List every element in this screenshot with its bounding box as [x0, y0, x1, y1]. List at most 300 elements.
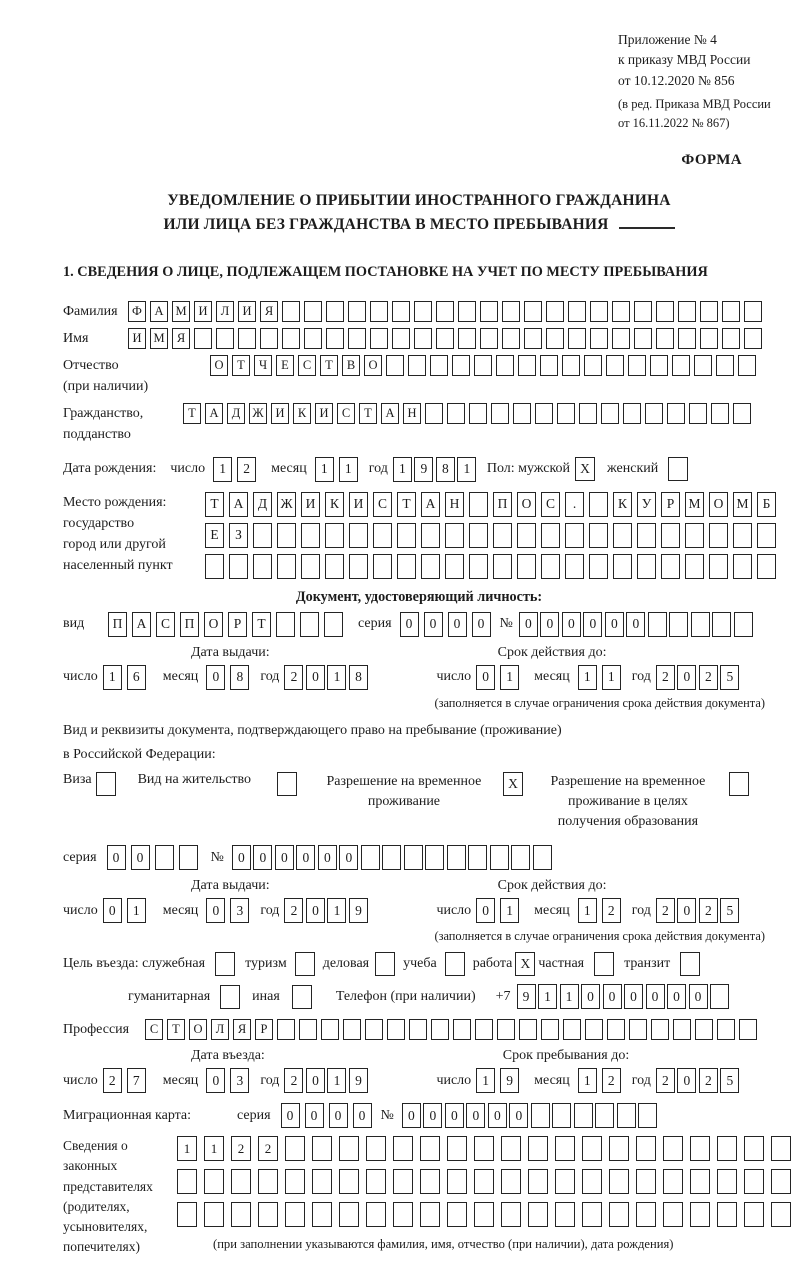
birthplace-cell[interactable] [445, 554, 464, 579]
mig-number-cell[interactable]: 0 [509, 1103, 528, 1128]
name-cell[interactable] [568, 328, 586, 349]
birthplace-cell[interactable] [277, 523, 296, 548]
citizenship-cell[interactable] [513, 403, 531, 424]
surname-cell[interactable]: И [194, 301, 212, 322]
birthplace-cell[interactable]: И [301, 492, 320, 517]
name-cell[interactable] [238, 328, 256, 349]
entry-year-cell[interactable]: 9 [349, 1068, 368, 1093]
name-cell[interactable] [656, 328, 674, 349]
stay-year-cell[interactable]: 0 [677, 1068, 696, 1093]
phone-cell[interactable]: 0 [667, 984, 686, 1009]
birthplace-cell[interactable] [373, 523, 392, 548]
surname-cell[interactable]: Я [260, 301, 278, 322]
permit-number-cell[interactable] [382, 845, 401, 870]
profession-cell[interactable] [717, 1019, 735, 1040]
citizenship-cell[interactable] [447, 403, 465, 424]
birthplace-cell[interactable] [757, 554, 776, 579]
doc-number-cell[interactable]: 0 [562, 612, 581, 637]
citizenship-cell[interactable]: Т [359, 403, 377, 424]
mig-series-cell[interactable]: 0 [353, 1103, 372, 1128]
permit-issue-month-cell[interactable]: 3 [230, 898, 249, 923]
profession-cell[interactable] [365, 1019, 383, 1040]
permit-number-cell[interactable] [511, 845, 530, 870]
doc-number-cell[interactable] [734, 612, 753, 637]
representative-cell[interactable] [231, 1202, 251, 1227]
birthplace-cell[interactable]: П [493, 492, 512, 517]
purpose-study-checkbox[interactable] [445, 952, 465, 976]
birthplace-cell[interactable] [253, 523, 272, 548]
name-cell[interactable] [436, 328, 454, 349]
profession-cell[interactable] [409, 1019, 427, 1040]
patronymic-cell[interactable]: Т [320, 355, 338, 376]
representative-cell[interactable] [312, 1136, 332, 1161]
doc-number-cell[interactable]: 0 [626, 612, 645, 637]
phone-cell[interactable]: 0 [603, 984, 622, 1009]
birthplace-cell[interactable] [469, 523, 488, 548]
mig-number-cell[interactable] [638, 1103, 657, 1128]
representative-cell[interactable] [717, 1202, 737, 1227]
permit-valid-month-cell[interactable]: 2 [602, 898, 621, 923]
citizenship-cell[interactable] [645, 403, 663, 424]
permit-number-cell[interactable]: 0 [318, 845, 337, 870]
profession-cell[interactable] [695, 1019, 713, 1040]
permit-number-cell[interactable]: 0 [296, 845, 315, 870]
birthplace-cell[interactable] [421, 554, 440, 579]
citizenship-cell[interactable] [601, 403, 619, 424]
representative-cell[interactable] [663, 1136, 683, 1161]
name-cell[interactable] [480, 328, 498, 349]
permit-issue-day-cell[interactable]: 1 [127, 898, 146, 923]
representative-cell[interactable] [339, 1202, 359, 1227]
birthplace-cell[interactable] [565, 523, 584, 548]
representative-cell[interactable] [420, 1169, 440, 1194]
permit-number-cell[interactable] [490, 845, 509, 870]
stay-year-cell[interactable]: 2 [699, 1068, 718, 1093]
name-cell[interactable] [700, 328, 718, 349]
study-cell[interactable] [445, 952, 465, 976]
doc-number-cell[interactable]: 0 [583, 612, 602, 637]
representative-cell[interactable] [771, 1202, 791, 1227]
mig-number-cell[interactable]: 0 [445, 1103, 464, 1128]
patronymic-cell[interactable] [408, 355, 426, 376]
birthplace-cell[interactable]: Т [205, 492, 224, 517]
birthplace-cell[interactable] [637, 523, 656, 548]
birthplace-cell[interactable]: С [373, 492, 392, 517]
representative-cell[interactable]: 2 [231, 1136, 251, 1161]
surname-cell[interactable]: Ф [128, 301, 146, 322]
mig-series-cell[interactable]: 0 [281, 1103, 300, 1128]
name-cell[interactable] [612, 328, 630, 349]
doc-valid-year-cell[interactable]: 0 [677, 665, 696, 690]
representative-cell[interactable] [285, 1136, 305, 1161]
permit-series-cell[interactable] [179, 845, 198, 870]
patronymic-cell[interactable]: Т [232, 355, 250, 376]
citizenship-cell[interactable] [733, 403, 751, 424]
doc-issue-day-cell[interactable]: 6 [127, 665, 146, 690]
temp-residence-edu-cell[interactable] [729, 772, 749, 796]
representative-cell[interactable] [447, 1169, 467, 1194]
surname-cell[interactable] [744, 301, 762, 322]
profession-cell[interactable]: Л [211, 1019, 229, 1040]
representative-cell[interactable] [501, 1202, 521, 1227]
permit-number-cell[interactable]: 0 [275, 845, 294, 870]
permit-series-cell[interactable] [155, 845, 174, 870]
sex-male-checkbox[interactable] [575, 457, 595, 481]
citizenship-cell[interactable]: Д [227, 403, 245, 424]
birthplace-cell[interactable] [469, 492, 488, 517]
entry-day-cell[interactable]: 7 [127, 1068, 146, 1093]
birth-year-cell[interactable]: 8 [436, 457, 455, 482]
name-cell[interactable] [502, 328, 520, 349]
surname-cell[interactable] [678, 301, 696, 322]
representative-cell[interactable] [663, 1169, 683, 1194]
representative-cell[interactable] [636, 1136, 656, 1161]
profession-cell[interactable] [629, 1019, 647, 1040]
phone-cell[interactable]: 0 [689, 984, 708, 1009]
permit-number-cell[interactable] [447, 845, 466, 870]
doc-kind-cell[interactable]: Р [228, 612, 247, 637]
doc-issue-month-cell[interactable]: 8 [230, 665, 249, 690]
representative-cell[interactable] [501, 1169, 521, 1194]
name-cell[interactable] [722, 328, 740, 349]
patronymic-cell[interactable] [584, 355, 602, 376]
surname-cell[interactable] [722, 301, 740, 322]
doc-kind-cell[interactable]: С [156, 612, 175, 637]
doc-number-cell[interactable]: 0 [605, 612, 624, 637]
birthplace-cell[interactable] [397, 523, 416, 548]
representative-cell[interactable] [609, 1136, 629, 1161]
permit-number-cell[interactable] [468, 845, 487, 870]
birthplace-cell[interactable]: К [325, 492, 344, 517]
doc-valid-year-cell[interactable]: 5 [720, 665, 739, 690]
name-cell[interactable] [194, 328, 212, 349]
birth-year-cell[interactable]: 1 [457, 457, 476, 482]
entry-month-cell[interactable]: 3 [230, 1068, 249, 1093]
surname-cell[interactable] [524, 301, 542, 322]
name-cell[interactable] [304, 328, 322, 349]
transit-cell[interactable] [680, 952, 700, 976]
profession-cell[interactable] [541, 1019, 559, 1040]
citizenship-cell[interactable]: С [337, 403, 355, 424]
birthplace-cell[interactable] [541, 554, 560, 579]
citizenship-cell[interactable]: И [271, 403, 289, 424]
name-cell[interactable]: М [150, 328, 168, 349]
phone-cell[interactable]: 0 [581, 984, 600, 1009]
surname-cell[interactable]: Л [216, 301, 234, 322]
birthplace-cell[interactable] [205, 554, 224, 579]
sex-female-cell[interactable] [668, 457, 688, 481]
birth-month-cell[interactable]: 1 [339, 457, 358, 482]
birthplace-cell[interactable] [613, 523, 632, 548]
doc-number-cell[interactable]: 0 [519, 612, 538, 637]
profession-cell[interactable] [453, 1019, 471, 1040]
birthplace-cell[interactable]: И [349, 492, 368, 517]
doc-issue-year-cell[interactable]: 1 [327, 665, 346, 690]
name-cell[interactable] [282, 328, 300, 349]
birthplace-cell[interactable]: З [229, 523, 248, 548]
doc-issue-day-cell[interactable]: 1 [103, 665, 122, 690]
permit-valid-year-cell[interactable]: 5 [720, 898, 739, 923]
surname-cell[interactable] [304, 301, 322, 322]
doc-kind-cell[interactable]: П [180, 612, 199, 637]
representative-cell[interactable] [474, 1136, 494, 1161]
birthplace-cell[interactable] [589, 554, 608, 579]
profession-cell[interactable] [519, 1019, 537, 1040]
name-cell[interactable] [414, 328, 432, 349]
representative-cell[interactable] [744, 1202, 764, 1227]
patronymic-cell[interactable] [496, 355, 514, 376]
birthplace-cell[interactable] [709, 523, 728, 548]
birthplace-cell[interactable]: Е [205, 523, 224, 548]
birthplace-cell[interactable] [661, 554, 680, 579]
representative-cell[interactable] [420, 1202, 440, 1227]
patronymic-cell[interactable] [430, 355, 448, 376]
citizenship-cell[interactable] [425, 403, 443, 424]
purpose-business-checkbox[interactable] [375, 952, 395, 976]
birth-year-cell[interactable]: 1 [393, 457, 412, 482]
representative-cell[interactable] [582, 1136, 602, 1161]
mig-number-cell[interactable]: 0 [488, 1103, 507, 1128]
citizenship-cell[interactable]: А [381, 403, 399, 424]
permit-issue-day-cell[interactable]: 0 [103, 898, 122, 923]
birthplace-cell[interactable]: Д [253, 492, 272, 517]
phone-cell[interactable]: 0 [624, 984, 643, 1009]
representative-cell[interactable] [555, 1202, 575, 1227]
surname-cell[interactable]: И [238, 301, 256, 322]
representative-cell[interactable] [528, 1136, 548, 1161]
doc-valid-year-cell[interactable]: 2 [699, 665, 718, 690]
birthplace-cell[interactable] [709, 554, 728, 579]
citizenship-cell[interactable] [491, 403, 509, 424]
birthplace-cell[interactable] [397, 554, 416, 579]
doc-series-cell[interactable]: 0 [448, 612, 467, 637]
sex-male-cell[interactable]: X [575, 457, 595, 481]
birthplace-cell[interactable]: М [685, 492, 704, 517]
patronymic-cell[interactable]: О [364, 355, 382, 376]
representative-cell[interactable] [447, 1136, 467, 1161]
doc-valid-day-cell[interactable]: 1 [500, 665, 519, 690]
birthplace-cell[interactable] [325, 523, 344, 548]
mig-number-cell[interactable] [531, 1103, 550, 1128]
permit-number-cell[interactable]: 0 [232, 845, 251, 870]
representative-cell[interactable] [177, 1202, 197, 1227]
mig-number-cell[interactable] [617, 1103, 636, 1128]
representative-cell[interactable] [366, 1136, 386, 1161]
patronymic-cell[interactable] [716, 355, 734, 376]
birthplace-cell[interactable] [349, 554, 368, 579]
representative-cell[interactable] [771, 1169, 791, 1194]
citizenship-cell[interactable] [579, 403, 597, 424]
birth-day-cell[interactable]: 1 [213, 457, 232, 482]
phone-cell[interactable] [710, 984, 729, 1009]
birthplace-cell[interactable] [445, 523, 464, 548]
representative-cell[interactable] [420, 1136, 440, 1161]
patronymic-cell[interactable]: О [210, 355, 228, 376]
doc-series-cell[interactable]: 0 [424, 612, 443, 637]
birth-year-cell[interactable]: 9 [414, 457, 433, 482]
official-cell[interactable] [215, 952, 235, 976]
surname-cell[interactable] [546, 301, 564, 322]
representative-cell[interactable] [501, 1136, 521, 1161]
citizenship-cell[interactable] [667, 403, 685, 424]
patronymic-cell[interactable] [474, 355, 492, 376]
doc-number-cell[interactable]: 0 [540, 612, 559, 637]
patronymic-cell[interactable] [606, 355, 624, 376]
name-cell[interactable] [392, 328, 410, 349]
profession-cell[interactable]: С [145, 1019, 163, 1040]
citizenship-cell[interactable]: А [205, 403, 223, 424]
birthplace-cell[interactable] [349, 523, 368, 548]
surname-cell[interactable]: А [150, 301, 168, 322]
surname-cell[interactable] [458, 301, 476, 322]
doc-issue-year-cell[interactable]: 8 [349, 665, 368, 690]
phone-cell[interactable]: 9 [517, 984, 536, 1009]
doc-issue-year-cell[interactable]: 2 [284, 665, 303, 690]
purpose-tourism-checkbox[interactable] [295, 952, 315, 976]
birthplace-cell[interactable] [733, 554, 752, 579]
patronymic-cell[interactable]: Е [276, 355, 294, 376]
patronymic-cell[interactable] [650, 355, 668, 376]
birthplace-cell[interactable] [565, 554, 584, 579]
representative-cell[interactable] [717, 1169, 737, 1194]
business-cell[interactable] [375, 952, 395, 976]
stay-year-cell[interactable]: 5 [720, 1068, 739, 1093]
name-cell[interactable] [634, 328, 652, 349]
name-cell[interactable] [678, 328, 696, 349]
surname-cell[interactable] [656, 301, 674, 322]
representative-cell[interactable] [366, 1202, 386, 1227]
permit-issue-year-cell[interactable]: 0 [306, 898, 325, 923]
doc-kind-cell[interactable] [300, 612, 319, 637]
profession-cell[interactable] [277, 1019, 295, 1040]
visa-checkbox[interactable] [96, 772, 116, 796]
birthplace-cell[interactable]: А [229, 492, 248, 517]
citizenship-cell[interactable] [535, 403, 553, 424]
profession-cell[interactable] [497, 1019, 515, 1040]
citizenship-cell[interactable] [689, 403, 707, 424]
representative-cell[interactable] [474, 1169, 494, 1194]
representative-cell[interactable] [366, 1169, 386, 1194]
representative-cell[interactable] [258, 1169, 278, 1194]
temp-residence-checkbox[interactable] [503, 772, 523, 796]
birthplace-cell[interactable] [589, 523, 608, 548]
profession-cell[interactable]: Р [255, 1019, 273, 1040]
representative-cell[interactable] [744, 1169, 764, 1194]
birth-month-cell[interactable]: 1 [315, 457, 334, 482]
permit-valid-year-cell[interactable]: 0 [677, 898, 696, 923]
surname-cell[interactable] [348, 301, 366, 322]
surname-cell[interactable] [392, 301, 410, 322]
private-cell[interactable] [594, 952, 614, 976]
doc-issue-month-cell[interactable]: 0 [206, 665, 225, 690]
birthplace-cell[interactable] [757, 523, 776, 548]
profession-cell[interactable] [475, 1019, 493, 1040]
patronymic-cell[interactable] [562, 355, 580, 376]
birthplace-cell[interactable]: . [565, 492, 584, 517]
doc-kind-cell[interactable] [324, 612, 343, 637]
profession-cell[interactable]: О [189, 1019, 207, 1040]
doc-series-cell[interactable]: 0 [472, 612, 491, 637]
permit-valid-year-cell[interactable]: 2 [656, 898, 675, 923]
birthplace-cell[interactable] [421, 523, 440, 548]
representative-cell[interactable] [258, 1202, 278, 1227]
citizenship-cell[interactable] [623, 403, 641, 424]
citizenship-cell[interactable]: К [293, 403, 311, 424]
temp-residence-edu-checkbox[interactable] [729, 772, 749, 796]
profession-cell[interactable] [739, 1019, 757, 1040]
birthplace-cell[interactable]: Н [445, 492, 464, 517]
birthplace-cell[interactable] [685, 554, 704, 579]
profession-cell[interactable] [585, 1019, 603, 1040]
profession-cell[interactable]: Я [233, 1019, 251, 1040]
representative-cell[interactable] [636, 1169, 656, 1194]
name-cell[interactable] [524, 328, 542, 349]
representative-cell[interactable] [690, 1169, 710, 1194]
birthplace-cell[interactable] [589, 492, 608, 517]
representative-cell[interactable] [582, 1202, 602, 1227]
mig-number-cell[interactable]: 0 [423, 1103, 442, 1128]
purpose-work-checkbox[interactable] [515, 952, 535, 976]
surname-cell[interactable] [634, 301, 652, 322]
doc-issue-year-cell[interactable]: 0 [306, 665, 325, 690]
visa-cell[interactable] [96, 772, 116, 796]
permit-valid-day-cell[interactable]: 0 [476, 898, 495, 923]
surname-cell[interactable] [612, 301, 630, 322]
birthplace-cell[interactable] [301, 523, 320, 548]
representative-cell[interactable] [393, 1202, 413, 1227]
patronymic-cell[interactable]: Ч [254, 355, 272, 376]
permit-series-cell[interactable]: 0 [131, 845, 150, 870]
birthplace-cell[interactable]: О [709, 492, 728, 517]
sex-female-checkbox[interactable] [668, 457, 688, 481]
residence-permit-cell[interactable] [277, 772, 297, 796]
birthplace-cell[interactable] [373, 554, 392, 579]
mig-number-cell[interactable]: 0 [466, 1103, 485, 1128]
surname-cell[interactable] [700, 301, 718, 322]
citizenship-cell[interactable]: Т [183, 403, 201, 424]
stay-month-cell[interactable]: 2 [602, 1068, 621, 1093]
surname-cell[interactable] [326, 301, 344, 322]
residence-permit-checkbox[interactable] [277, 772, 297, 796]
profession-cell[interactable] [343, 1019, 361, 1040]
birthplace-cell[interactable] [733, 523, 752, 548]
representative-cell[interactable] [555, 1136, 575, 1161]
permit-issue-year-cell[interactable]: 2 [284, 898, 303, 923]
patronymic-cell[interactable] [628, 355, 646, 376]
representative-cell[interactable] [474, 1202, 494, 1227]
doc-series-cell[interactable]: 0 [400, 612, 419, 637]
mig-number-cell[interactable] [552, 1103, 571, 1128]
birthplace-cell[interactable]: М [733, 492, 752, 517]
profession-cell[interactable] [321, 1019, 339, 1040]
phone-cell[interactable]: 1 [538, 984, 557, 1009]
permit-valid-year-cell[interactable]: 2 [699, 898, 718, 923]
representative-cell[interactable] [636, 1202, 656, 1227]
permit-issue-month-cell[interactable]: 0 [206, 898, 225, 923]
phone-cell[interactable]: 1 [560, 984, 579, 1009]
stay-year-cell[interactable]: 2 [656, 1068, 675, 1093]
birthplace-cell[interactable] [493, 554, 512, 579]
representative-cell[interactable] [609, 1169, 629, 1194]
doc-kind-cell[interactable] [276, 612, 295, 637]
representative-cell[interactable] [447, 1202, 467, 1227]
temp-residence-cell[interactable]: X [503, 772, 523, 796]
name-cell[interactable] [546, 328, 564, 349]
birthplace-cell[interactable]: Р [661, 492, 680, 517]
permit-number-cell[interactable] [533, 845, 552, 870]
profession-cell[interactable] [673, 1019, 691, 1040]
birthplace-cell[interactable]: С [541, 492, 560, 517]
